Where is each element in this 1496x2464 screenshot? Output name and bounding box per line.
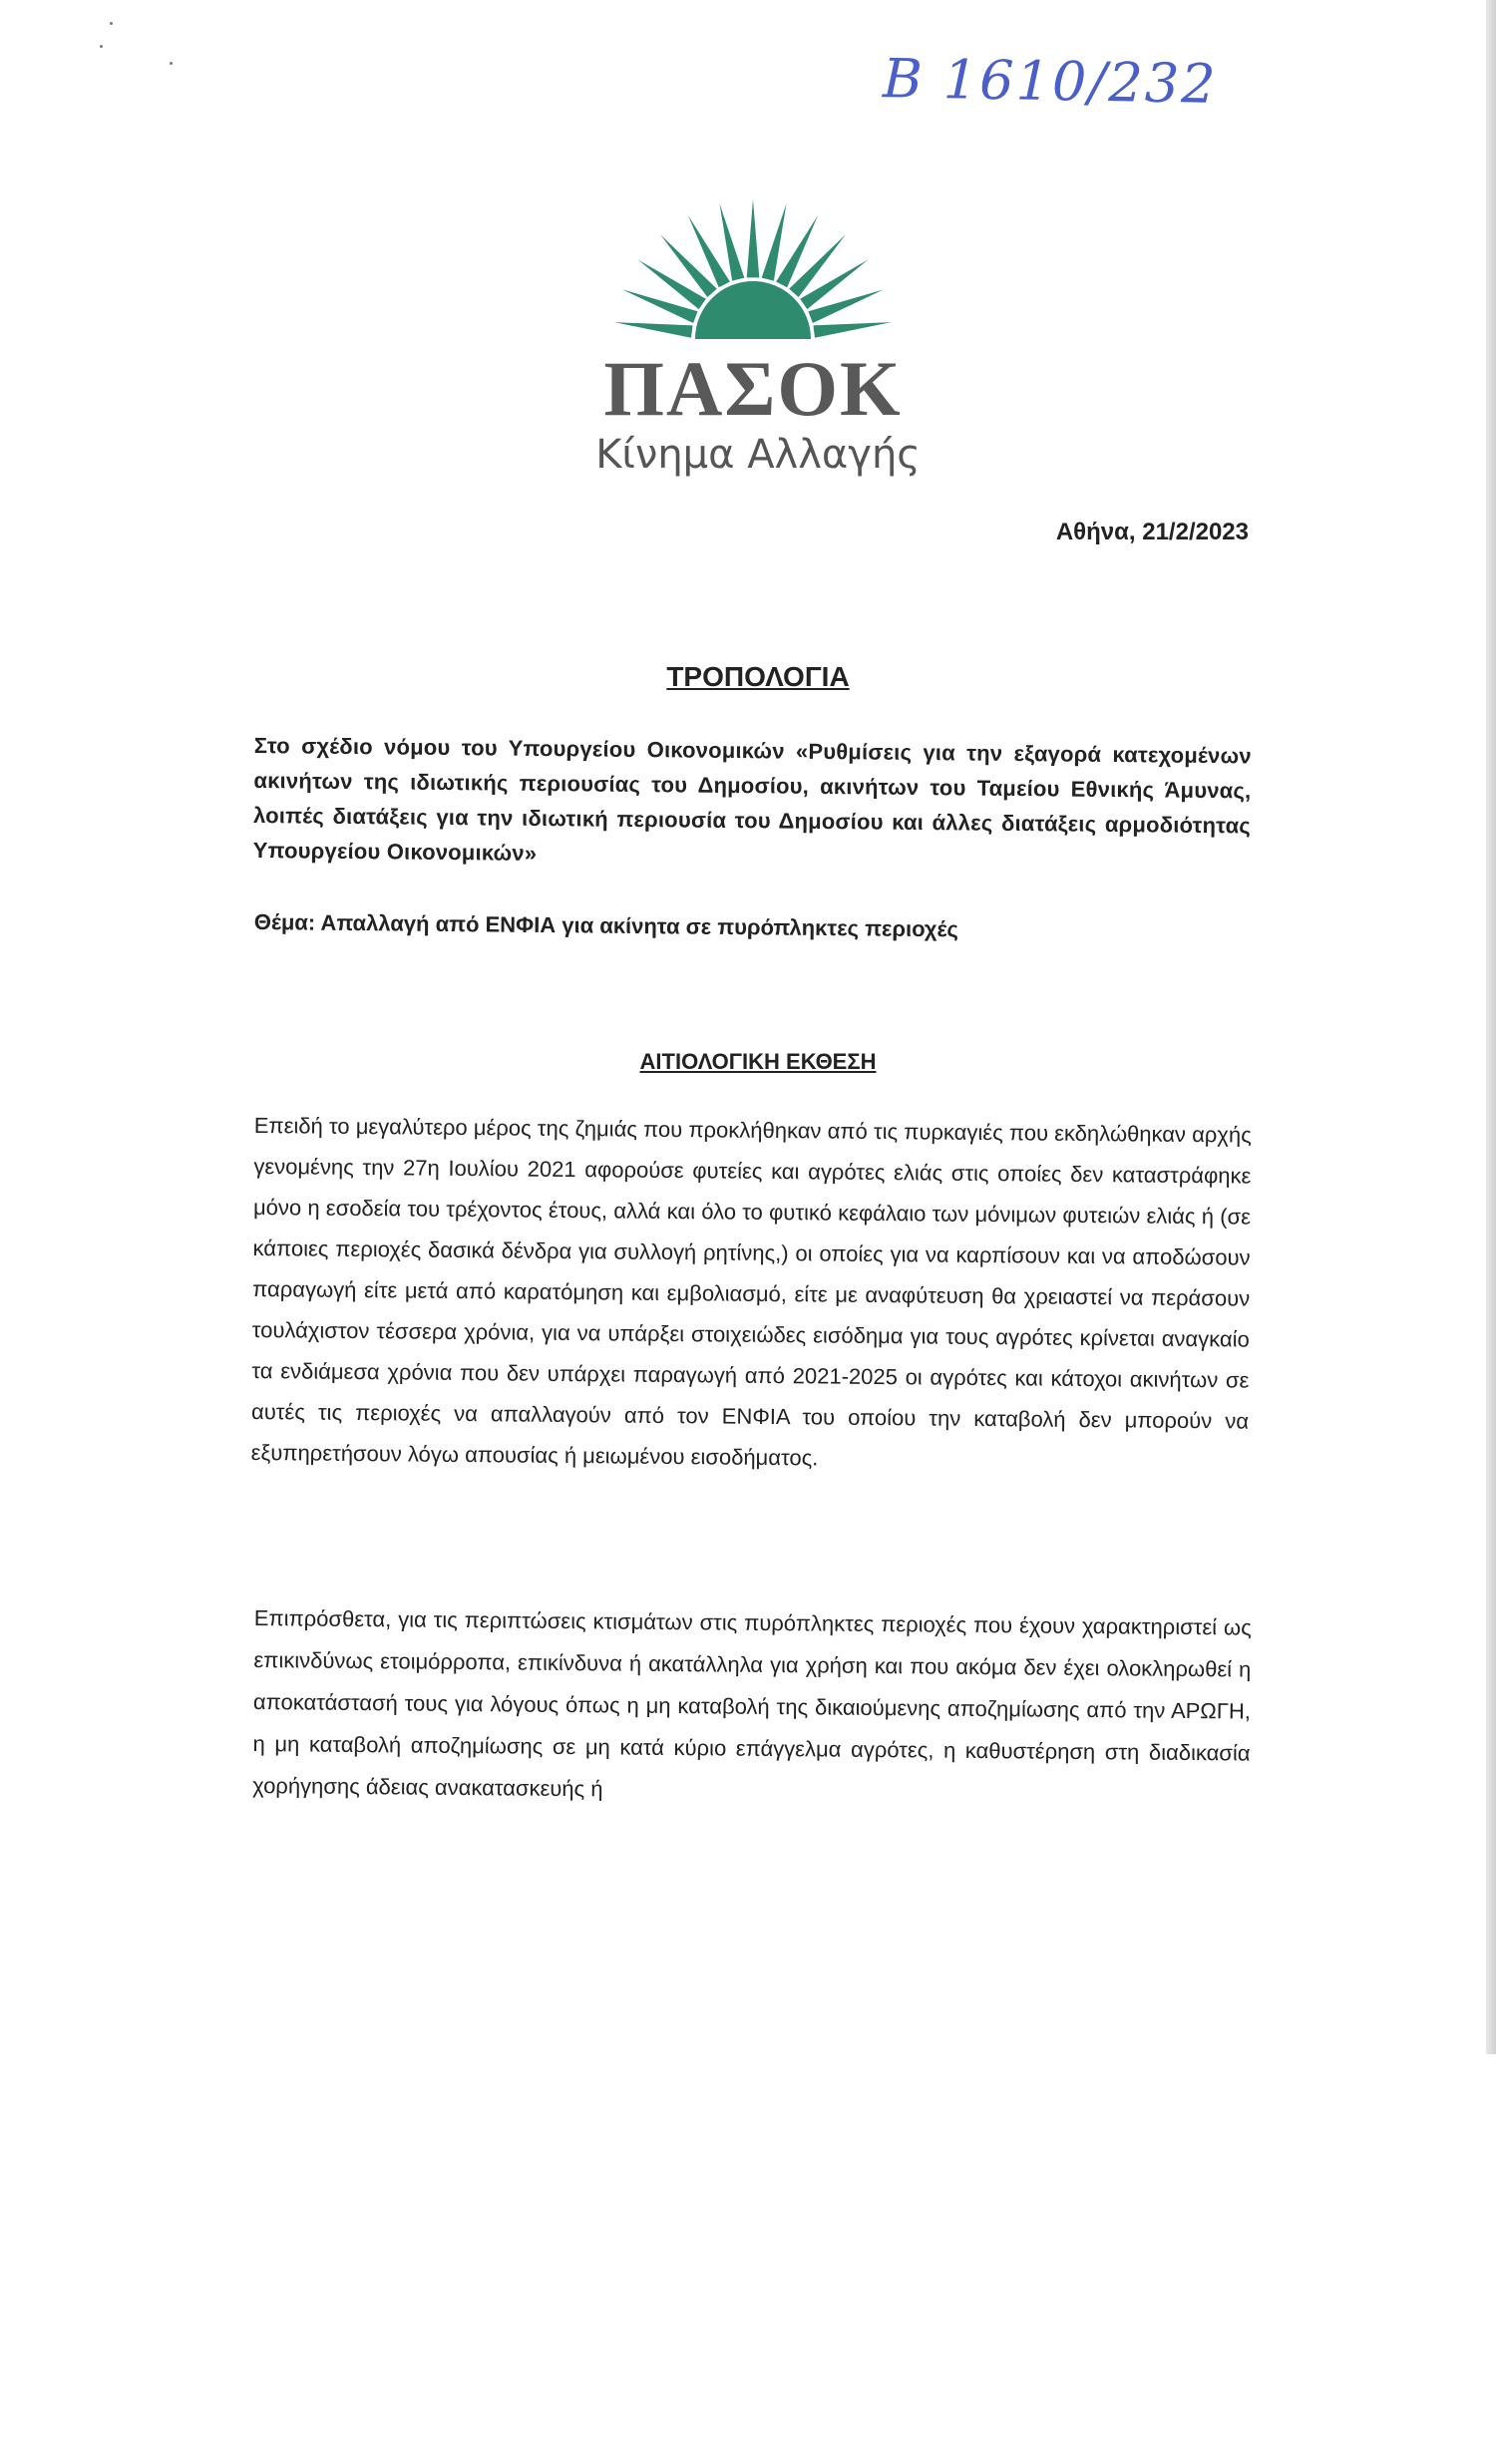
sun-ray <box>789 234 846 297</box>
party-logo <box>588 199 928 479</box>
logo-wordmark: ΠΑΣΟΚ <box>603 345 903 432</box>
sun-ray <box>638 259 706 309</box>
sun-ray <box>614 322 693 338</box>
bill-intro: Στο σχέδιο νόμου του Υπουργείου Οικονομικών «Ρυθμίσεις για την εξαγορά κατεχομένων ακινήτων της ιδιωτικής περιουσίας του Δημοσίου, ακινήτων του Ταμείου Εθνικής Άμυνας, λοιπές διατάξεις για την ιδιωτική περιουσία του Δημοσίου και άλλες διατάξεις αρμοδιότητας Υπουργείου Οικονομικών» <box>252 732 1252 866</box>
section-title: ΑΙΤΙΟΛΟΓΙΚΗ ΕΚΘΕΣΗ <box>639 1049 877 1074</box>
scan-edge <box>1486 0 1496 2054</box>
subject-line: Θέμα: Απαλλαγή από ΕΝΦΙΑ για ακίνητα σε πυρόπληκτες περιοχές <box>253 909 958 942</box>
paragraph-2: Επιπρόσθετα, για τις περιπτώσεις κτισμάτων στις πυρόπληκτες περιοχές που έχουν χαρακτηριστεί ως επικινδύνως ετοιμόρροπα, επικίνδυνα ή ακατάλληλα για χρήση και που ακόμα δεν έχει ολοκληρωθεί η αποκατάστασή τους για λόγους όπως η μη καταβολή της δικαιούμενης αποζημίωσης από την ΑΡΩΓΗ, η μη καταβολή αποζημίωσης σε μη κατά κύριο επάγγελμα αγρότες, η καθυστέρηση στη διαδικασία χορήγησης άδειας ανακατασκευής ή <box>252 1604 1252 1802</box>
document-date: Αθήνα, 21/2/2023 <box>1055 519 1249 545</box>
sun-ray <box>747 199 760 277</box>
document-title: ΤΡΟΠΟΛΟΓΙΑ <box>666 661 850 692</box>
sun-ray <box>660 234 717 297</box>
scan-speck <box>170 62 173 65</box>
scan-speck <box>110 22 113 25</box>
handwritten-registry-number: Β 1610/232 <box>882 47 1219 116</box>
sun-emblem-icon <box>588 199 928 349</box>
sun-ray <box>719 203 744 281</box>
logo-subtitle: Κίνημα Αλλαγής <box>595 432 921 478</box>
sun-ray <box>813 322 892 338</box>
scan-speck <box>100 45 103 48</box>
sun-ray <box>800 259 868 309</box>
paragraph-1: Επειδή το μεγαλύτερο μέρος της ζημιάς που προκλήθηκαν από τις πυρκαγιές που εκδηλώθηκαν αρχής γενομένης την 27η Ιουλίου 2021 αφορούσε φυτείες και αγρότες ελιάς στις οποίες δεν καταστράφηκε μόνο η εσοδεία του τρέχοντος έτους, αλλά και όλο το φυτικό κεφάλαιο των μόνιμων φυτειών ελιάς ή (σε κάποιες περιοχές δασικά δένδρα για συλλογή ρητίνης,) οι οποίες για να καρπίσουν και να αποδώσουν παραγωγή είτε μετά από καρατόμηση και εμβολιασμό, είτε με αναφύτευση θα χρειαστεί να περάσουν τουλάχιστον τέσσερα χρόνια, για να υπάρξει στοιχειώδες εισόδημα για τους αγρότες κρίνεται αναγκαίο τα ενδιάμεσα χρόνια που δεν υπάρχει παραγωγή από 2021-2025 οι αγρότες και κάτοχοι ακινήτων σε αυτές τις περιοχές να απαλλαγούν από τον ΕΝΦΙΑ του οποίου την καταβολή δεν μπορούν να εξυπηρετήσουν λόγω απουσίας ή μειωμένου εισοδήματος. <box>250 1112 1252 1471</box>
sun-ray <box>762 203 787 281</box>
